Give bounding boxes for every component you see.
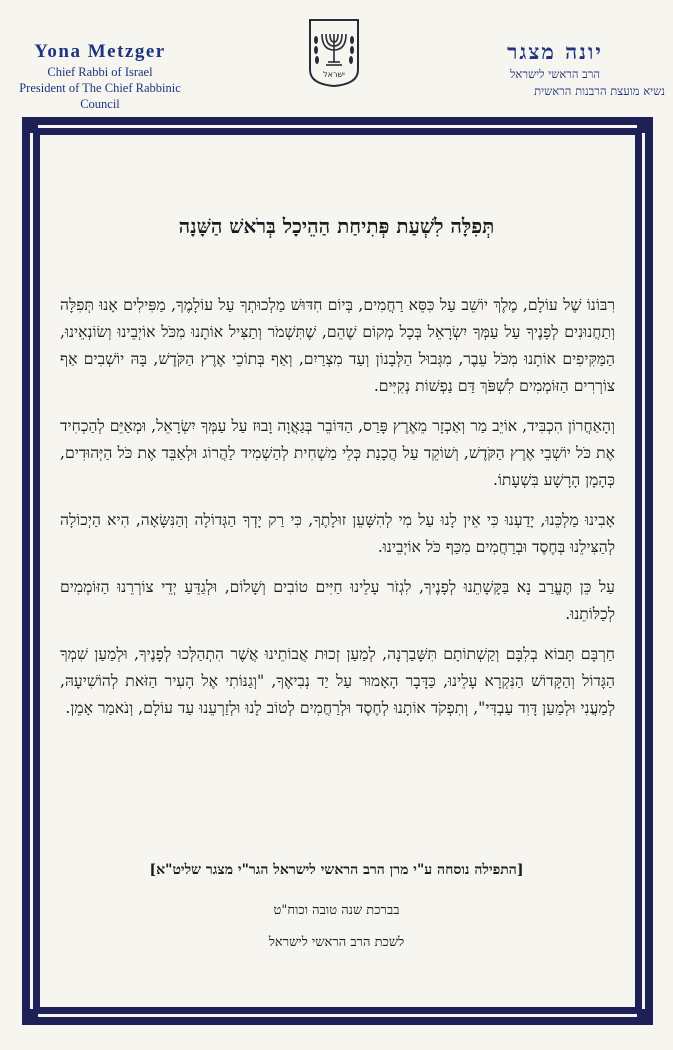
frame-corner	[637, 117, 653, 133]
frame-corner	[22, 1009, 38, 1025]
rabbi-name-english: Yona Metzger	[34, 41, 166, 62]
rabbi-position-hebrew: נשיא מועצת הרבנות הראשית	[534, 84, 665, 98]
signature-office: לשכת הרב הראשי לישראל	[268, 935, 405, 950]
prayer-body	[60, 292, 615, 735]
authorship-note: [התפילה נוסחה ע"י מרן הרב הראשי לישראל הגר"י מצגר שליט"א]	[149, 862, 524, 878]
prayer-paragraph: עַל כֵּן תֶּעֱרַב נָא בַּקָּשָׁתֵנוּ לְפָנֶיךָ, לִגְזֹר עָלֵינוּ חַיִּים טוֹבִים וְשָׁלוֹם, וּלְגַדֵּעַ יְדֵי צוֹרְרֵנוּ הַזּוֹמְמִים לְכַלּוֹתֵנוּ.	[60, 578, 615, 623]
rabbi-name-hebrew: יונה מצגר	[507, 39, 603, 64]
state-emblem-icon	[306, 18, 362, 88]
prayer-paragraph: וְהָאַחֲרוֹן הִכְבִּיד, אוֹיֵב מַר וְאַכְזָר מֵאֶרֶץ פָּרַס, הַדּוֹבֵר בְּגַאֲוָה וָבוּז עַל עַמְּךָ יִשְׂרָאֵל, וּמְאַיֵּם לְהַכְחִיד אֶת כֹּל יוֹשְׁבֵי אֶרֶץ הַקֹּדֶשׁ, וְשׁוֹקֵד עַל הֲכָנַת כְּלֵי מַשְׁחִית לְהַשְׁמִיד לַהֲרוֹג וּלְאַבֵּד אֶת כֹּל הַיְּהוּדִים, כְּהָמָן הָרָשָׁע בִּשְׁעָתוֹ.	[60, 417, 615, 489]
blessing-line: בברכת שנה טובה וכוח"ט	[273, 903, 400, 918]
letterhead-hebrew	[445, 38, 665, 100]
letterhead-english	[0, 40, 200, 112]
prayer-paragraph: חַרְבָּם תָּבוֹא בְלִבָּם וְקַשְׁתוֹתָם תִּשָּׁבַרְנָה, לְמַעַן זְכוּת אֲבוֹתֵינוּ אֲשֶׁר הִתְהַלְּכוּ לְפָנֶיךָ, וּלְמַעַן שִׁמְךָ הַגָּדוֹל וְהַקָּדוֹשׁ הַנִּקְרָא עָלֵינוּ, כַּדָּבָר הָאָמוּר עַל יַד נְבִיאֶךָ, "וְגַנּוֹתִי אֶל הָעִיר הַזֹּאת לְהוֹשִׁיעָהּ, לְמַעֲנִי וּלְמַעַן דָּוִד עַבְדִּי", וְתִפְקֹד אוֹתָנוּ לְחֶסֶד וּלְרַחֲמִים לְטוֹב לָנוּ וּלְזַרְעֵנוּ עַד עוֹלָם, וְנֹאמַר אָמֵן.	[60, 645, 615, 717]
rabbi-position-english: President of The Chief Rabbinic Council	[19, 81, 181, 111]
frame-corner	[22, 117, 38, 133]
prayer-paragraph: רִבּוֹנוֹ שֶׁל עוֹלָם, מֶלֶךְ יוֹשֵׁב עַל כִּסֵּא רַחֲמִים, בְּיוֹם חִדּוּשׁ מַלְכוּתְךָ עַל עוֹלָמֶךָ, מַפִּילִים אָנוּ תְּפִלָּה וְתַחֲנוּנִים לְפָנֶיךָ עַל עַמְּךָ יִשְׂרָאֵל בְּכָל מְקוֹם שֶׁהֵם, שֶׁתִּשְׁמֹר וְתַצִּיל אוֹתָנוּ מִכֹּל אוֹיְבֵינוּ וְשׂוֹנְאֵינוּ, הַמַּקִּיפִים אוֹתָנוּ מִכֹּל עֵבֶר, מִגְּבוּל הַלְּבָנוֹן וְעַד מִצְרַיִם, וְאַף בְּתוֹכֵי אֶרֶץ הַקֹּדֶשׁ, בָּהּ יוֹשְׁבִים אַף צוֹרְרִים הַזּוֹמְמִים לִשְׁפֹּךְ דַּם נַפְשׁוֹת נְקִיִּים.	[60, 296, 615, 395]
prayer-paragraph: אָבִינוּ מַלְכֵּנוּ, יָדַעְנוּ כִּי אֵין לָנוּ עַל מִי לְהִשָּׁעֵן זוּלָתֶךָ, כִּי רַק יָדְךָ הַגְּדוֹלָה וְהַנִּשָּׂאָה, הִיא הַיְכוֹלָה לְהַצִּילֵנוּ בְּחֶסֶד וּבְרַחֲמִים מִכַּף כֹּל אוֹיְבֵינוּ.	[60, 511, 615, 556]
rabbi-title-hebrew: הרב הראשי לישראל	[510, 67, 600, 81]
rabbi-title-english: Chief Rabbi of Israel	[47, 65, 153, 79]
prayer-title: תְּפִלָּה לִשְׁעַת פְּתִיחַת הַהֵיכָל בְּרֹאשׁ הַשָּׁנָה	[178, 214, 495, 238]
frame-corner	[637, 1009, 653, 1025]
svg-text:ישראל: ישראל	[323, 70, 345, 79]
